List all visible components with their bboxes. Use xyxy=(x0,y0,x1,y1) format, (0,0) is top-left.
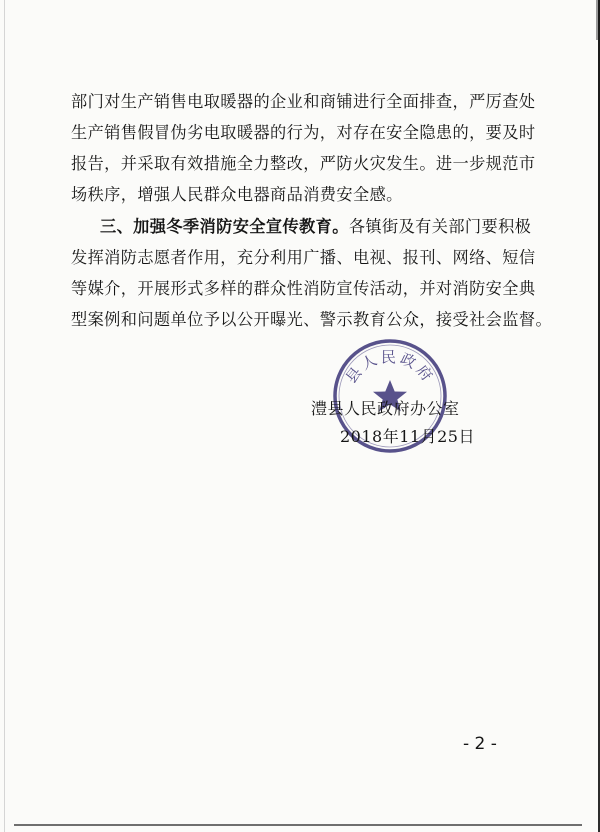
page-number: - 2 - xyxy=(463,734,497,754)
section-3-heading: 三、加强冬季消防安全宣传教育。 xyxy=(100,217,349,236)
issue-date: 2018年11月25日 xyxy=(340,427,475,446)
issuer-name: 澧县人民政府办公室 xyxy=(311,399,460,418)
body-line-2: 生产销售假冒伪劣电取暖器的行为，对存在安全隐患的，要及时 xyxy=(71,123,536,142)
seal-arc-text: 县人民政府 xyxy=(342,348,438,387)
section-3-line-4: 型案例和问题单位予以公开曝光、警示教育公众，接受社会监督。 xyxy=(71,310,553,329)
scan-bottom-edge xyxy=(14,824,582,826)
body-line-1: 部门对生产销售电取暖器的企业和商铺进行全面排查，严厉查处 xyxy=(71,92,536,111)
scan-edge-mark xyxy=(596,0,598,40)
scan-edge-left xyxy=(4,0,5,832)
section-3-line-2: 发挥消防志愿者作用，充分利用广播、电视、报刊、网络、短信 xyxy=(71,248,536,267)
section-3-line-3: 等媒介，开展形式多样的群众性消防宣传活动，并对消防安全典 xyxy=(71,279,536,298)
section-3-first-line-rest: 各镇街及有关部门要积极 xyxy=(348,217,532,236)
body-line-3: 报告，并采取有效措施全力整改，严防火灾发生。进一步规范市 xyxy=(71,154,536,173)
body-line-4: 场秩序，增强人民群众电器商品消费安全感。 xyxy=(71,185,403,204)
